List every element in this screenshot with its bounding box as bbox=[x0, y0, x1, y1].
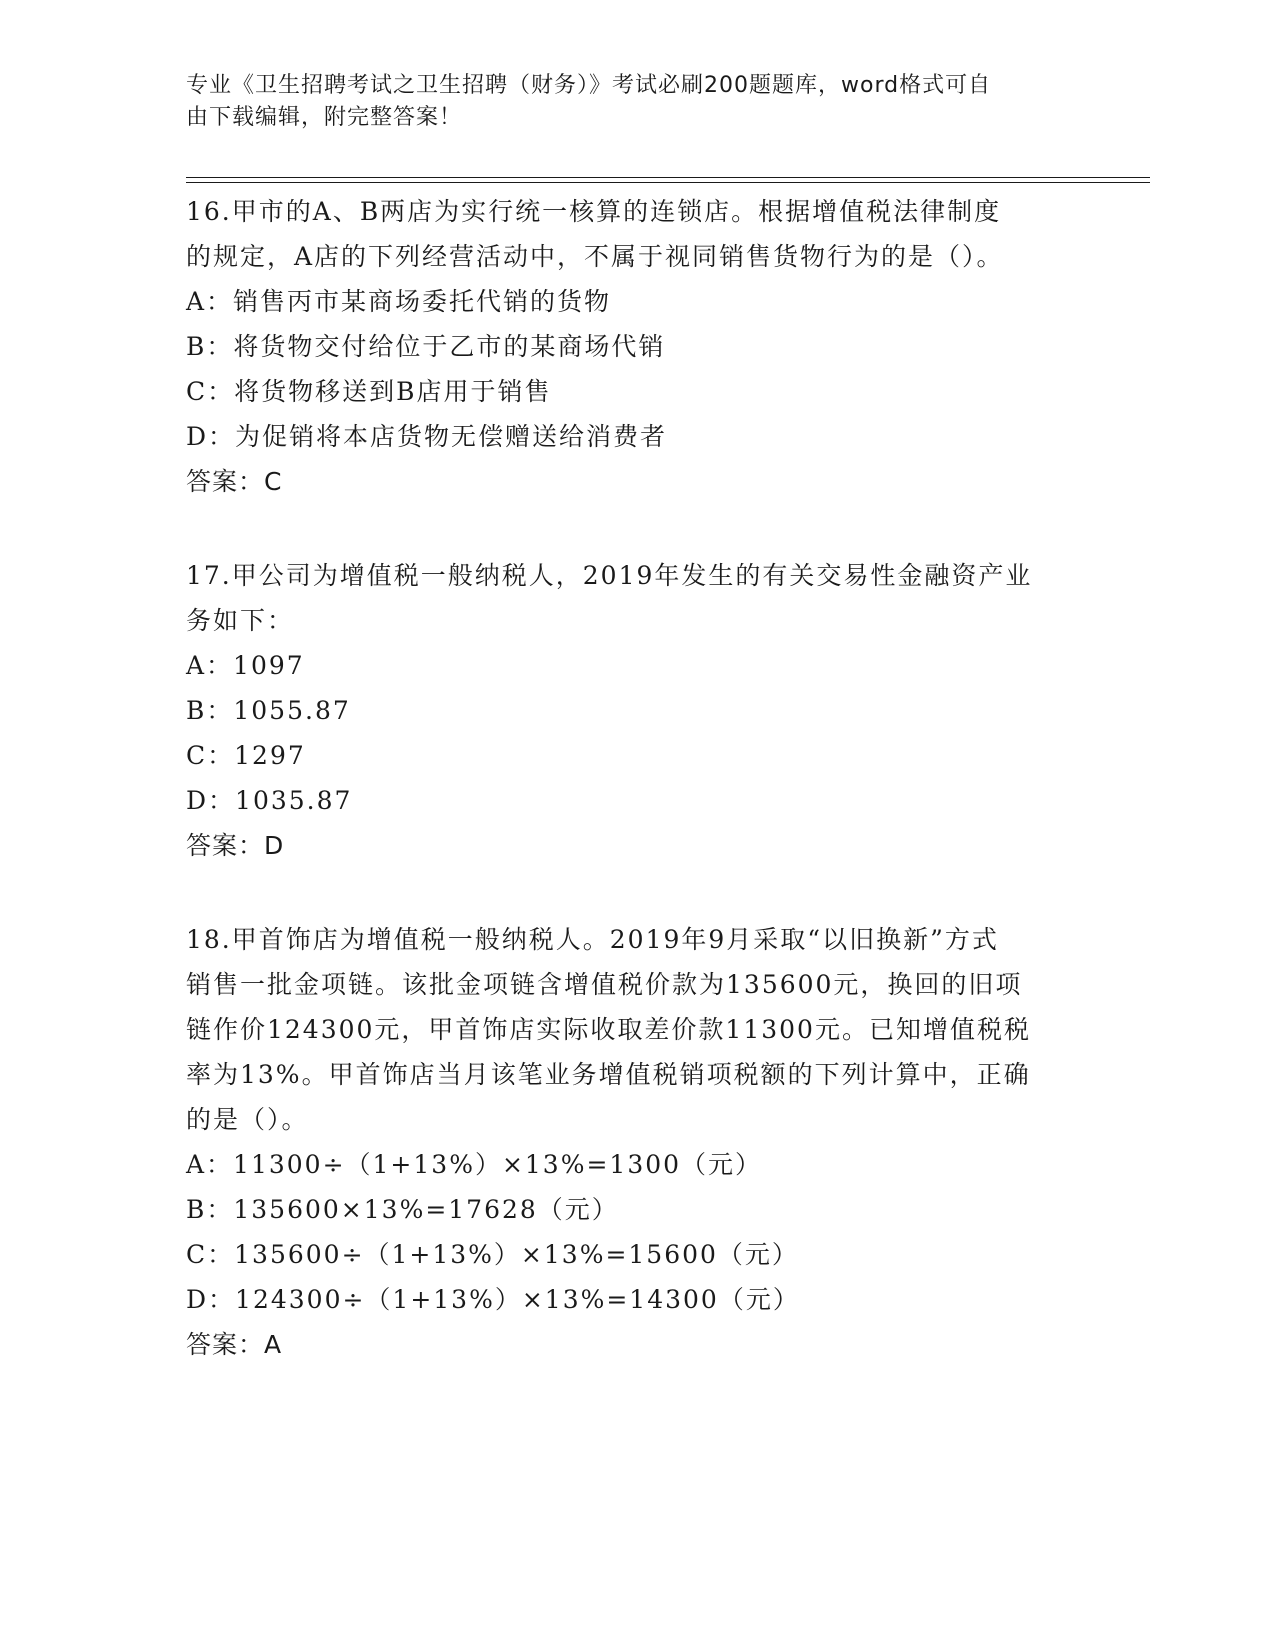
option-d: D：1035.87 bbox=[186, 786, 353, 815]
option-d: D：124300÷（1+13%）×13%=14300（元） bbox=[186, 1285, 800, 1314]
question-stem bbox=[186, 553, 1086, 643]
answer: 答案：C bbox=[186, 467, 283, 496]
header-line-2: 由下载编辑，附完整答案！ bbox=[186, 105, 463, 130]
header-divider-top bbox=[186, 177, 1150, 178]
header-divider-bottom bbox=[186, 182, 1150, 183]
document-header bbox=[186, 70, 1066, 134]
question-stem-line: 16.甲市的A、B两店为实行统一核算的连锁店。根据增值税法律制度 bbox=[186, 197, 1002, 226]
option-c: C：135600÷（1+13%）×13%=15600（元） bbox=[186, 1240, 799, 1269]
question-stem-line: 率为13%。甲首饰店当月该笔业务增值税销项税额的下列计算中，正确 bbox=[186, 1060, 1031, 1089]
option-d: D：为促销将本店货物无偿赠送给消费者 bbox=[186, 422, 668, 451]
question-stem-line: 务如下： bbox=[186, 606, 295, 635]
answer: 答案：A bbox=[186, 1330, 283, 1359]
question-17 bbox=[186, 553, 1086, 868]
option-a: A：销售丙市某商场委托代销的货物 bbox=[186, 287, 612, 316]
question-stem-line: 18.甲首饰店为增值税一般纳税人。2019年9月采取“以旧换新”方式 bbox=[186, 925, 999, 954]
option-c: C：将货物移送到B店用于销售 bbox=[186, 377, 552, 406]
question-16 bbox=[186, 189, 1086, 504]
question-stem-line: 的规定，A店的下列经营活动中，不属于视同销售货物行为的是（）。 bbox=[186, 242, 1004, 271]
question-stem-line: 的是（）。 bbox=[186, 1105, 309, 1134]
question-stem-line: 链作价124300元，甲首饰店实际收取差价款11300元。已知增值税税 bbox=[186, 1015, 1031, 1044]
question-stem-line: 17.甲公司为增值税一般纳税人，2019年发生的有关交易性金融资产业 bbox=[186, 561, 1033, 590]
option-a: A：11300÷（1+13%）×13%=1300（元） bbox=[186, 1150, 763, 1179]
option-c: C：1297 bbox=[186, 741, 306, 770]
header-line-1: 专业《卫生招聘考试之卫生招聘（财务）》考试必刷200题题库，word格式可自 bbox=[186, 73, 992, 98]
question-18 bbox=[186, 917, 1086, 1367]
option-b: B：1055.87 bbox=[186, 696, 351, 725]
question-stem bbox=[186, 917, 1086, 1142]
option-b: B：135600×13%=17628（元） bbox=[186, 1195, 619, 1224]
option-a: A：1097 bbox=[186, 651, 305, 680]
question-stem bbox=[186, 189, 1086, 279]
option-b: B：将货物交付给位于乙市的某商场代销 bbox=[186, 332, 666, 361]
question-stem-line: 销售一批金项链。该批金项链含增值税价款为135600元，换回的旧项 bbox=[186, 970, 1023, 999]
answer: 答案：D bbox=[186, 831, 285, 860]
